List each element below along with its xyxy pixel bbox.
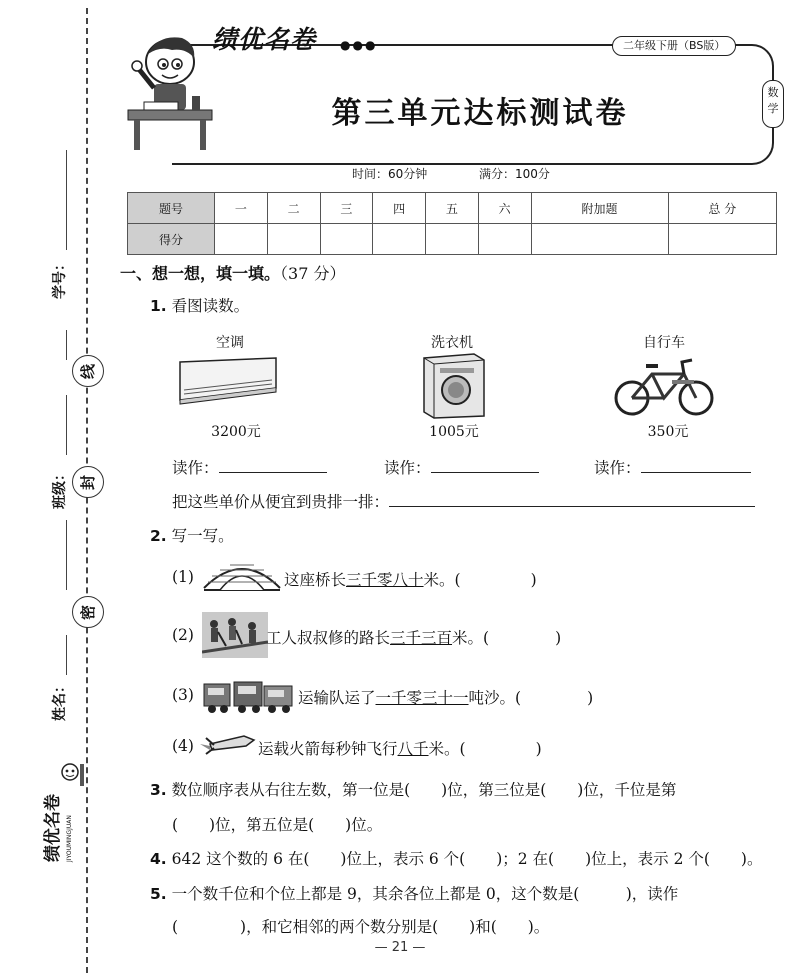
item-text: ) — [587, 689, 594, 707]
score-col-header: 附加题 — [531, 193, 668, 224]
question-text: 写一写。 — [171, 527, 234, 545]
side-brand-pinyin: JIYOUMINGJUAN — [66, 815, 73, 862]
air-conditioner-icon — [176, 354, 280, 406]
item-name-washer: 洗衣机 — [431, 335, 473, 351]
question-5 — [150, 882, 678, 904]
exam-full-score: 满分：100分 — [478, 167, 550, 181]
binding-circle-xian: 线 — [72, 355, 104, 387]
section-title: 一、想一想，填一填。 — [120, 264, 281, 283]
item-text: 这座桥长 — [284, 571, 347, 589]
q2-item-4 — [172, 737, 194, 755]
item-name-ac: 空调 — [216, 335, 244, 351]
q2-item-2 — [172, 626, 194, 644]
score-col-header: 二 — [267, 193, 320, 224]
question-3 — [150, 778, 676, 800]
item-index: (2) — [172, 626, 194, 644]
section-heading — [120, 261, 345, 284]
header-rule — [378, 44, 616, 46]
item-text: ) — [530, 571, 537, 589]
item-price-bicycle: 350元 — [647, 424, 689, 440]
score-table-score-row — [128, 224, 777, 255]
question-text: 数位顺序表从右往左数，第一位是( )位，第三位是( )位，千位是第 — [171, 781, 677, 799]
underlined-number-word: 一千零三十一 — [375, 689, 469, 707]
class-rule — [66, 395, 67, 455]
read-as-bicycle — [594, 456, 751, 478]
binding-circle-feng: 封 — [72, 466, 104, 498]
q2-item-4-text — [258, 737, 542, 759]
class-label: 班级： — [52, 467, 68, 509]
subject-tag — [762, 80, 784, 128]
item-text: 米。( — [428, 740, 466, 758]
score-col-header: 三 — [320, 193, 373, 224]
rocket-icon — [200, 732, 256, 756]
washing-machine-icon — [418, 350, 488, 420]
q2-item-3-text — [298, 686, 593, 708]
item-text: 运输队运了 — [298, 689, 376, 707]
item-text: 吨沙。( — [468, 689, 522, 707]
q2-item-1-text — [284, 568, 537, 590]
item-text: 米。( — [452, 629, 490, 647]
score-table-header-row — [128, 193, 777, 224]
read-label: 读作： — [594, 459, 641, 477]
score-cell[interactable] — [267, 224, 320, 255]
item-price-ac: 3200元 — [211, 424, 261, 440]
brand-wordmark: 绩优名卷 — [212, 25, 317, 54]
page-number: — 21 — — [374, 940, 426, 955]
bicycle-icon — [612, 352, 716, 418]
underlined-number-word: 三千三百 — [390, 629, 453, 647]
question-number: 5. — [150, 885, 167, 903]
item-price-washer: 1005元 — [429, 424, 479, 440]
student-id-rule — [66, 150, 67, 250]
read-as-washer — [384, 456, 539, 478]
score-cell[interactable] — [531, 224, 668, 255]
read-blank[interactable] — [641, 458, 751, 473]
read-blank[interactable] — [431, 458, 539, 473]
underlined-number-word: 八千 — [397, 740, 429, 758]
score-table — [127, 192, 777, 255]
binding-rule — [66, 330, 67, 360]
item-text: 运载火箭每秒钟飞行 — [258, 740, 398, 758]
score-cell[interactable] — [373, 224, 426, 255]
sort-text: 把这些单价从便宜到贵排一排： — [172, 493, 390, 511]
subject-char: 数 — [767, 86, 779, 99]
question-text: 看图读数。 — [171, 297, 250, 315]
score-cell[interactable] — [320, 224, 373, 255]
binding-rule — [66, 520, 67, 590]
bridge-icon — [202, 556, 282, 592]
question-number: 1. — [150, 297, 167, 315]
mascot-boy-icon — [120, 28, 220, 158]
score-row-label: 得分 — [128, 224, 215, 255]
item-name-bicycle: 自行车 — [643, 335, 685, 351]
read-label: 读作： — [384, 459, 431, 477]
read-as-ac — [172, 456, 327, 478]
exam-time: 时间：60分钟 — [352, 167, 428, 181]
q2-item-2-text — [266, 626, 561, 648]
score-col-header: 一 — [215, 193, 268, 224]
q2-item-1 — [172, 568, 194, 586]
question-5-line2: ( )，和它相邻的两个数分别是( )和( )。 — [172, 918, 550, 936]
trucks-icon — [202, 676, 296, 716]
subject-char: 学 — [767, 102, 779, 115]
read-blank[interactable] — [219, 458, 327, 473]
item-text: ) — [555, 629, 562, 647]
score-cell[interactable] — [215, 224, 268, 255]
item-index: (4) — [172, 737, 194, 755]
item-index: (3) — [172, 686, 194, 704]
side-brand-text: 绩优名卷 — [43, 794, 63, 862]
score-col-header: 五 — [426, 193, 479, 224]
binding-circle-mi: 密 — [72, 596, 104, 628]
name-label: 姓名： — [52, 679, 68, 721]
item-text: ) — [535, 740, 542, 758]
question-text: 一个数千位和个位上都是 9，其余各位上都是 0，这个数是( )，读作 — [171, 885, 679, 903]
score-col-header: 四 — [373, 193, 426, 224]
underlined-number-word: 三千零八十 — [346, 571, 424, 589]
road-workers-icon — [202, 612, 268, 658]
score-col-header: 题号 — [128, 193, 215, 224]
question-4 — [150, 847, 762, 869]
exam-info — [352, 165, 550, 182]
score-cell[interactable] — [478, 224, 531, 255]
q2-item-3 — [172, 686, 194, 704]
question-3-line2: ( )位，第五位是( )位。 — [172, 816, 383, 834]
item-text: 米。( — [423, 571, 461, 589]
page-title: 第三单元达标测试卷 — [331, 96, 629, 131]
item-index: (1) — [172, 568, 194, 586]
score-cell[interactable] — [668, 224, 776, 255]
sort-prices — [172, 490, 755, 512]
question-number: 3. — [150, 781, 167, 799]
student-id-label: 学号： — [52, 257, 68, 299]
sort-blank[interactable] — [389, 492, 755, 507]
question-2 — [150, 524, 234, 546]
brand-dots: ●●● — [340, 38, 378, 52]
item-text: 工人叔叔修的路长 — [266, 629, 391, 647]
question-number: 2. — [150, 527, 167, 545]
question-number: 4. — [150, 850, 167, 868]
score-cell[interactable] — [426, 224, 479, 255]
side-brand-logo — [36, 760, 86, 870]
read-label: 读作： — [172, 459, 219, 477]
grade-badge: 二年级下册（BS版） — [612, 36, 736, 56]
question-1 — [150, 294, 249, 316]
name-rule — [66, 635, 67, 675]
score-col-header: 六 — [478, 193, 531, 224]
section-points: （37 分） — [280, 264, 346, 283]
score-col-header: 总 分 — [668, 193, 776, 224]
question-text: 642 这个数的 6 在( )位上，表示 6 个( )；2 在( )位上，表示 2 个( )。 — [171, 850, 763, 868]
